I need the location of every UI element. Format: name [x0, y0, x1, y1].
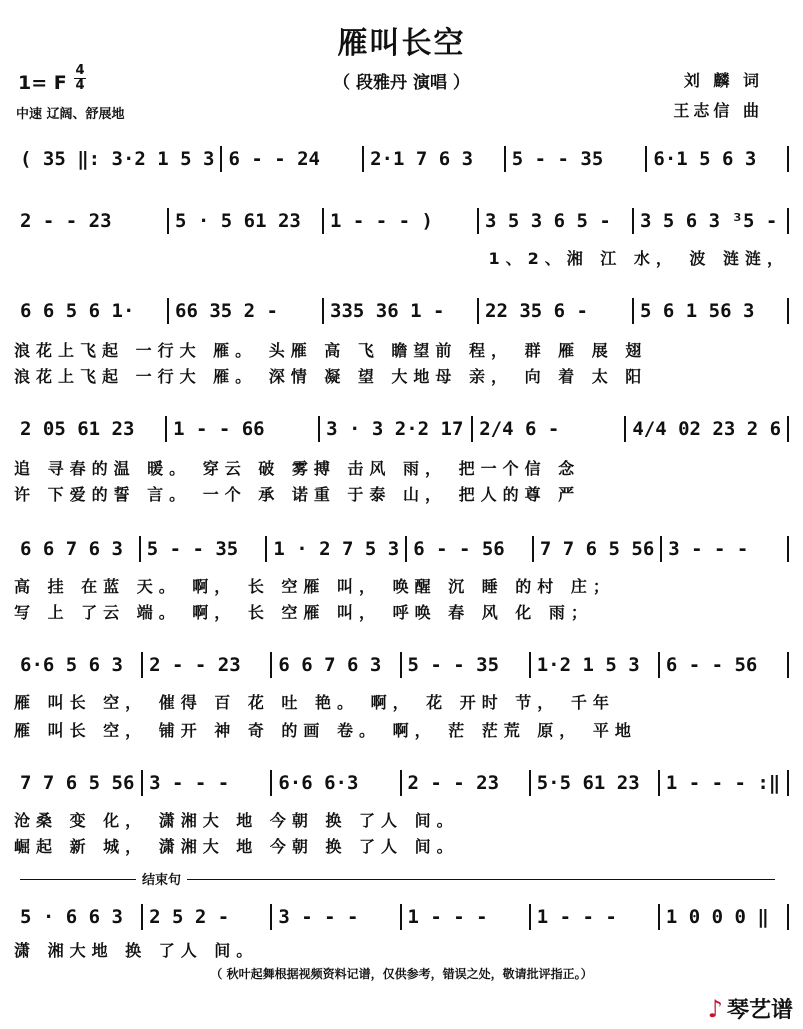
measure: 5 6 1 56 3 — [632, 298, 789, 324]
measure: 2 - - 23 — [400, 770, 529, 796]
measure: 2·1 7 6 3 — [362, 146, 504, 172]
score-line-1 — [14, 144, 789, 174]
lyric-line: 浪花上飞起 一行大 雁。 深情 凝 望 大地母 亲， 向 着 太 阳 — [14, 367, 648, 386]
measure: 6 6 7 6 3 — [20, 538, 123, 560]
measure: 2 - - 23 — [141, 652, 270, 678]
measure: 3 - - - — [141, 770, 270, 796]
measure: 1 - - - ) — [322, 208, 477, 234]
measure: 5 - - 35 — [139, 536, 266, 562]
measure: 2 5 2 - — [141, 904, 270, 930]
measure: 2/4 6 - — [471, 416, 624, 442]
measure: 3 5 3 6 5 - — [477, 208, 632, 234]
meter-bottom: 4 — [75, 78, 85, 93]
score-line-6 — [14, 650, 789, 680]
measure: 5 - - 35 — [504, 146, 646, 172]
lyric-line: 1、2、湘 江 水， 波 涟涟， — [488, 249, 789, 268]
key-signature: 1= F — [18, 72, 67, 94]
measure: 1 0 0 0 ‖ — [658, 904, 789, 930]
measure: ( 35 ‖: 3·2 1 5 3 — [20, 148, 215, 170]
measure: 1 - - 66 — [165, 416, 318, 442]
measure: 5·5 61 23 — [529, 770, 658, 796]
measure: 6 - - 56 — [405, 536, 532, 562]
measure: 2 05 61 23 — [20, 418, 135, 440]
measure: 335 36 1 - — [322, 298, 477, 324]
song-title: 雁叫长空 — [337, 26, 466, 61]
logo-text: 琴艺谱 — [726, 998, 793, 1023]
ending-label: 结束句 — [136, 869, 187, 888]
measure: 1 · 2 7 5 3 — [265, 536, 405, 562]
measure: 3 · 3 2·2 17 — [318, 416, 471, 442]
measure: 6 - - 56 — [658, 652, 789, 678]
score-line-5 — [14, 534, 789, 564]
measure: 5 · 5 61 23 — [167, 208, 322, 234]
measure: 3 - - - — [660, 536, 789, 562]
measure: 66 35 2 - — [167, 298, 322, 324]
measure: 1·2 1 5 3 — [529, 652, 658, 678]
measure: 7 7 6 5 56 — [20, 772, 135, 794]
lyric-line: 雁 叫长 空， 铺开 神 奇 的画 卷。 啊， 茫 茫荒 原， 平地 — [14, 721, 637, 740]
score-line-2 — [14, 206, 789, 236]
measure: 7 7 6 5 56 — [532, 536, 660, 562]
logo-mark-icon: ♪ — [707, 994, 723, 1023]
measure: 6·6 5 6 3 — [20, 654, 123, 676]
lyricist-credit: 刘 麟 词 — [683, 71, 763, 90]
measure: 6 6 5 6 1· — [20, 300, 135, 322]
score-line-3 — [14, 296, 789, 326]
time-signature — [74, 64, 86, 93]
transcription-note: （ 秋叶起舞根据视频资料记谱，仅供参考，错误之处，敬请批评指正。） — [210, 967, 593, 981]
measure: 6·6 6·3 — [270, 770, 399, 796]
lyric-line: 雁 叫长 空， 催得 百 花 吐 艳。 啊， 花 开时 节， 千年 — [14, 693, 615, 712]
site-logo — [708, 993, 793, 1024]
measure: 6 - - 24 — [220, 146, 362, 172]
lyric-line: 崛起 新 城， 潇湘大 地 今朝 换 了人 间。 — [14, 837, 459, 856]
measure: 1 - - - — [529, 904, 658, 930]
measure: 6 6 7 6 3 — [270, 652, 399, 678]
measure: 1 - - - — [400, 904, 529, 930]
measure: 2 - - 23 — [20, 210, 112, 232]
score-line-8 — [14, 902, 789, 932]
ending-bracket — [20, 879, 775, 880]
measure: 5 - - 35 — [400, 652, 529, 678]
measure: 4/4 02 23 2 6 — [624, 416, 789, 442]
lyric-line: 高 挂 在蓝 天。 啊， 长 空雁 叫， 唤醒 沉 睡 的村 庄； — [14, 577, 615, 596]
measure: 5 · 6 6 3 — [20, 906, 123, 928]
lyric-line: 沧桑 变 化， 潇湘大 地 今朝 换 了人 间。 — [14, 811, 459, 830]
lyric-line: 许 下爱的誓 言。 一个 承 诺重 于泰 山， 把人的尊 严 — [14, 485, 581, 504]
score-line-4 — [14, 414, 789, 444]
lyric-line: 浪花上飞起 一行大 雁。 头雁 高 飞 瞻望前 程， 群 雁 展 翅 — [14, 341, 648, 360]
measure: 3 - - - — [270, 904, 399, 930]
composer-credit: 王志信 曲 — [673, 101, 763, 120]
measure: 3 5 6 3 ³5 - — [632, 208, 789, 234]
measure: 6·1 5 6 3 — [645, 146, 789, 172]
meter-top: 4 — [75, 63, 85, 78]
lyric-line: 追 寻春的温 暖。 穿云 破 雾搏 击风 雨， 把一个信 念 — [14, 459, 581, 478]
performer-subtitle: （ 段雅丹 演唱 ） — [333, 73, 470, 93]
lyric-line: 潇 湘大地 换 了人 间。 — [14, 941, 259, 960]
lyric-line: 写 上 了云 端。 啊， 长 空雁 叫， 呼唤 春 风 化 雨； — [14, 603, 593, 622]
tempo-marking: 中速 辽阔、舒展地 — [16, 107, 125, 122]
measure: 22 35 6 - — [477, 298, 632, 324]
measure: 1 - - - :‖ — [658, 770, 789, 796]
score-line-7 — [14, 768, 789, 798]
